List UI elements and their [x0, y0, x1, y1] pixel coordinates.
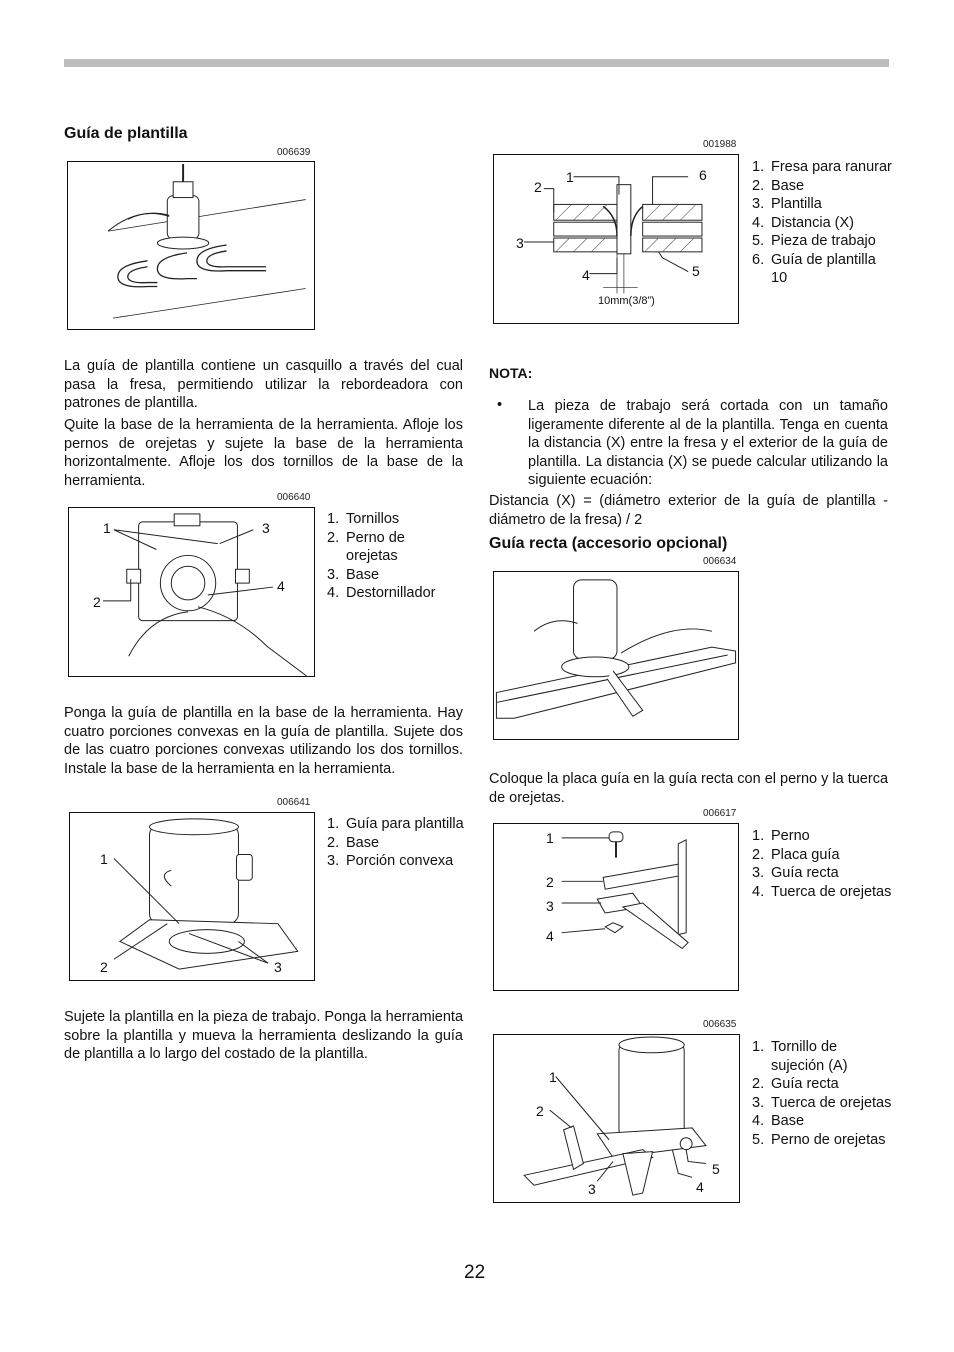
legend-fig3 [327, 815, 467, 871]
figure-straight-guide-use [493, 571, 739, 740]
paragraph-install-template-guide: Ponga la guía de plantilla en la base de la herramienta. Hay cuatro porciones convexas en la guía de plantilla. Sujete dos de las cuatro porciones convexas utilizando los dos tornillos. Instale la base de la herramienta en la herramienta. [64, 705, 463, 777]
legend-fig6 [752, 827, 892, 901]
callout-number: 3 [546, 898, 554, 914]
callout-number: 1 [546, 830, 554, 846]
callout-number: 3 [516, 235, 524, 251]
dimension-label: 10mm(3/8”) [598, 295, 655, 307]
callout-number: 2 [536, 1103, 544, 1119]
callout-number: 2 [534, 179, 542, 195]
callout-number: 3 [262, 520, 270, 536]
legend-item: 3. Porción convexa [327, 853, 454, 869]
note-text: La pieza de trabajo será cortada con un tamaño ligeramente diferente al de la plantilla. Tenga en cuenta la distancia (X) entre la fresa y el exterior de la guía de plantilla. La distancia (X) se puede calcular utilizando la siguiente ecuación: [528, 398, 888, 488]
paragraph-attach-guide-plate: Coloque la placa guía en la guía recta con el perno y la tuerca de orejetas. [489, 771, 889, 806]
header-rule [64, 59, 889, 67]
section-heading-straight-guide: Guía recta (accesorio opcional) [489, 535, 728, 552]
callout-number: 1 [103, 520, 111, 536]
figure-code: 001988 [703, 139, 737, 150]
paragraph-clamp-template: Sujete la plantilla en la pieza de trabajo. Ponga la herramienta sobre la plantilla y mueva la herramienta deslizando la guía de plantilla a lo largo del costado de la plantilla. [64, 1009, 464, 1062]
legend-item: 1. Guía para plantilla [327, 816, 464, 832]
callout-number: 1 [100, 851, 108, 867]
legend-item: 2. Perno de orejetas [327, 529, 405, 564]
legend-item: 4. Tuerca de orejetas [752, 883, 892, 900]
legend-item: 3. Plantilla [752, 196, 822, 212]
legend-item: 3. Base [327, 566, 380, 583]
figure-code: 006639 [277, 147, 311, 158]
legend-item: 1. Tornillo de sujeción (A) [752, 1039, 848, 1074]
figure-tool-with-guide [69, 812, 315, 981]
callout-number: 3 [274, 959, 282, 975]
legend-item: 1. Perno [752, 828, 810, 844]
legend-item: 4. Base [752, 1113, 805, 1129]
paragraph-remove-base: Quite la base de la herramienta de la herramienta. Afloje los pernos de orejetas y sujete la base de la herramienta horizontalmente. Afloje los dos tornillos de la base de la herramienta. [64, 417, 463, 489]
figure-template-routing [67, 161, 315, 330]
figure-code: 006634 [703, 556, 737, 567]
legend-item: 4. Destornillador [327, 585, 436, 601]
legend-item: 3. Guía recta [752, 865, 839, 881]
paragraph-template-guide-intro: La guía de plantilla contiene un casquillo a través del cual pasa la fresa, permitiendo utilizar la rebordeadora con patrones de plantilla. [64, 358, 463, 411]
legend-fig7 [752, 1038, 892, 1149]
legend-item: 5. Pieza de trabajo [752, 233, 876, 249]
figure-code: 006641 [277, 797, 311, 808]
legend-item: 2. Guía recta [752, 1076, 839, 1092]
callout-number: 4 [546, 928, 554, 944]
figure-guide-on-tool [493, 1034, 740, 1203]
callout-number: 6 [699, 167, 707, 183]
legend-item: 4. Distancia (X) [752, 214, 854, 231]
callout-number: 5 [712, 1161, 720, 1177]
figure-distance-cross-section [493, 154, 739, 324]
legend-item: 2. Base [327, 834, 380, 851]
legend-item: 1. Tornillos [327, 511, 400, 527]
callout-number: 4 [696, 1179, 704, 1195]
legend-fig2 [327, 510, 457, 603]
section-heading-template-guide: Guía de plantilla [64, 125, 188, 142]
legend-item: 1. Fresa para ranurar [752, 159, 892, 175]
callout-number: 1 [549, 1069, 557, 1085]
callout-number: 1 [566, 169, 574, 185]
legend-item: 2. Base [752, 177, 805, 194]
callout-number: 2 [546, 874, 554, 890]
callout-number: 3 [588, 1181, 596, 1197]
legend-item: 6. Guía de plantilla 10 [752, 251, 876, 286]
figure-code: 006635 [703, 1019, 737, 1030]
figure-tool-base-screws [68, 507, 315, 677]
callout-number: 4 [582, 267, 590, 283]
callout-number: 5 [692, 263, 700, 279]
legend-item: 5. Perno de orejetas [752, 1131, 886, 1148]
callout-number: 2 [100, 959, 108, 975]
legend-item: 3. Tuerca de orejetas [752, 1094, 892, 1111]
bullet-marker: • [497, 397, 503, 413]
page-number: 22 [464, 1262, 486, 1283]
figure-code: 006617 [703, 808, 737, 819]
legend-fig4 [752, 158, 892, 288]
figure-guide-plate-assembly [493, 823, 739, 991]
callout-number: 2 [93, 594, 101, 610]
note-formula: Distancia (X) = (diámetro exterior de la guía de plantilla - diámetro de la fresa) / 2 [489, 493, 888, 528]
note-label: NOTA: [489, 365, 533, 381]
figure-code: 006640 [277, 492, 311, 503]
legend-item: 2. Placa guía [752, 846, 840, 863]
callout-number: 4 [277, 578, 285, 594]
